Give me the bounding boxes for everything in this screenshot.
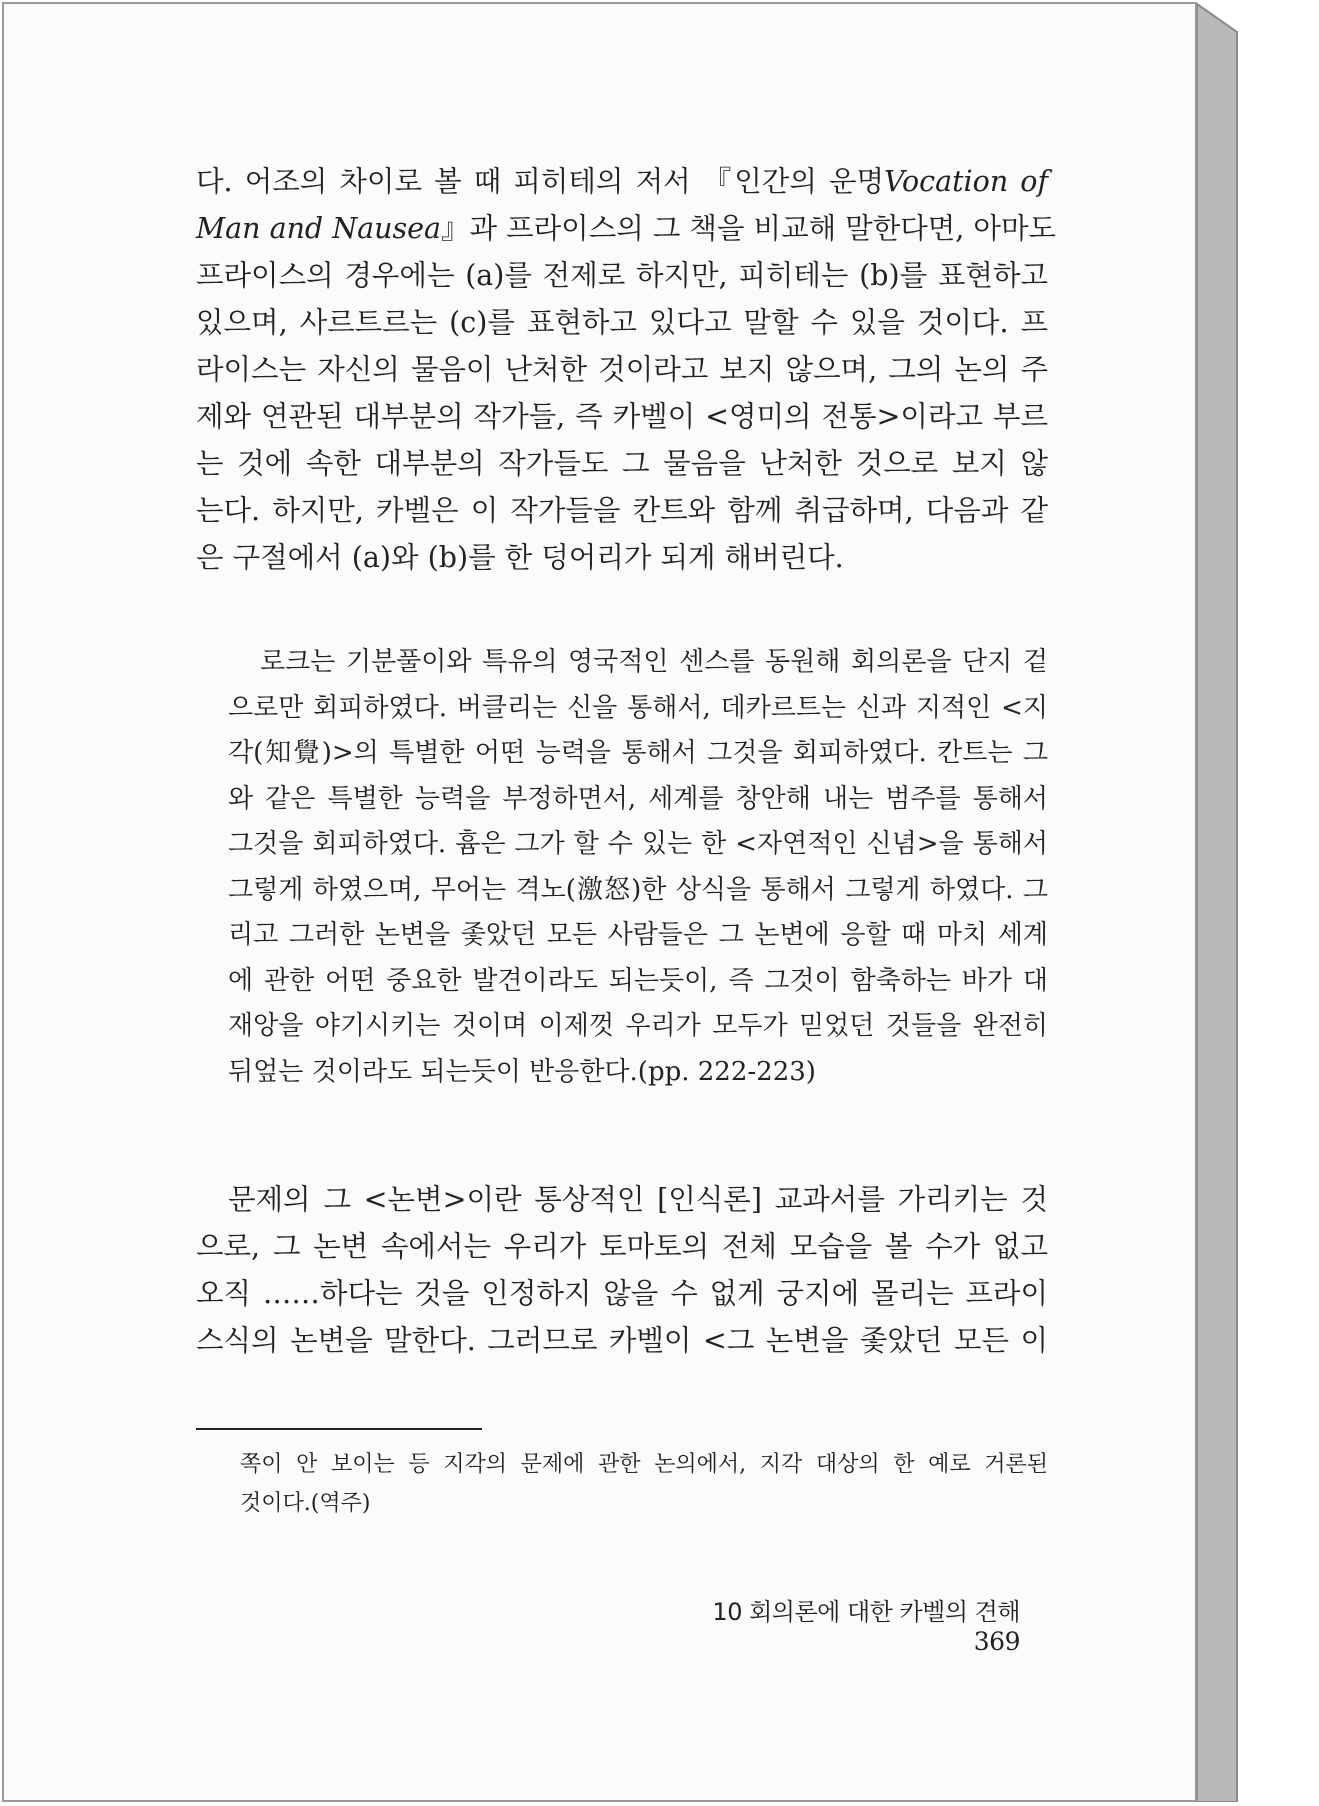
second-paragraph [196, 1176, 1048, 1364]
page-edge-shadow [1197, 2, 1317, 1802]
text-line: 오직 ……하다는 것을 인정하지 않을 수 없게 궁지에 몰리는 프라이 [196, 1277, 1048, 1310]
quote-line: 리고 그러한 논변을 좇았던 모든 사람들은 그 논변에 응할 때 마치 세계 [228, 920, 1048, 950]
page-footer [660, 1592, 1020, 1656]
quote-line: 와 같은 특별한 능력을 부정하면서, 세계를 창안해 내는 범주를 통해서 [228, 783, 1048, 814]
quote-line: 그것을 회피하였다. 흄은 그가 할 수 있는 한 <자연적인 신념>을 통해서 [228, 829, 1048, 859]
text-line: 라이스는 자신의 물음이 난처한 것이라고 보지 않으며, 그의 논의 주 [196, 353, 1048, 386]
text-line: 문제의 그 <논변>이란 통상적인 [인식론] 교과서를 가리키는 것 [228, 1183, 1048, 1216]
quote-line: 에 관한 어떤 중요한 발견이라도 되는듯이, 즉 그것이 함축하는 바가 대 [228, 965, 1048, 996]
page-number: 369 [973, 1627, 1020, 1656]
text-line: 제와 연관된 대부분의 작가들, 즉 카벨이 <영미의 전통>이라고 부르 [196, 400, 1048, 433]
text-line: Man and Nausea』과 프라이스의 그 책을 비교해 말한다면, 아마도 [196, 212, 1057, 245]
text-line: 다. 어조의 차이로 볼 때 피히테의 저서 『인간의 운명Vocation of [196, 165, 1048, 198]
text-line: 스식의 논변을 말한다. 그러므로 카벨이 <그 논변을 좇았던 모든 이 [196, 1324, 1048, 1357]
italic-title-part: Man and Nausea [196, 212, 442, 245]
footnote [240, 1445, 1048, 1523]
quote-line: 뒤엎는 것이라도 되는듯이 반응한다.(pp. 222-223) [228, 1056, 816, 1087]
footnote-line: 것이다.(역주) [240, 1491, 371, 1516]
quote-line: 으로만 회피하였다. 버클리는 신을 통해서, 데카르트는 신과 지적인 <지 [228, 692, 1048, 723]
footnote-rule [196, 1428, 482, 1430]
text-line: 있으며, 사르트르는 (c)를 표현하고 있다고 말할 수 있을 것이다. 프 [196, 306, 1048, 339]
quote-line: 각(知覺)>의 특별한 어떤 능력을 통해서 그것을 회피하였다. 칸트는 그 [228, 738, 1048, 768]
quote-line: 그렇게 하였으며, 무어는 격노(激怒)한 상식을 통해서 그렇게 하였다. 그 [228, 874, 1048, 905]
text-line: 는다. 하지만, 카벨은 이 작가들을 칸트와 함께 취급하며, 다음과 같 [196, 494, 1048, 527]
quote-line: 재앙을 야기시키는 것이며 이제껏 우리가 모두가 믿었던 것들을 완전히 [228, 1011, 1048, 1041]
italic-title-part: Vocation of [884, 165, 1048, 198]
text-line: 으로, 그 논변 속에서는 우리가 토마토의 전체 모습을 볼 수가 없고 [196, 1230, 1048, 1263]
text-line: 프라이스의 경우에는 (a)를 전제로 하지만, 피히테는 (b)를 표현하고 [196, 259, 1048, 292]
footnote-line: 쪽이 안 보이는 등 지각의 문제에 관한 논의에서, 지각 대상의 한 예로 거론된 [240, 1452, 1048, 1477]
quote-line: 로크는 기분풀이와 특유의 영국적인 센스를 동원해 회의론을 단지 겉 [260, 647, 1048, 677]
block-quote [228, 640, 1048, 1095]
running-head: 10 회의론에 대한 카벨의 견해 [712, 1598, 1020, 1626]
main-paragraph [196, 158, 1057, 581]
text-line: 은 구절에서 (a)와 (b)를 한 덩어리가 되게 해버린다. [196, 541, 844, 574]
text-line: 는 것에 속한 대부분의 작가들도 그 물음을 난처한 것으로 보지 않 [196, 447, 1048, 480]
